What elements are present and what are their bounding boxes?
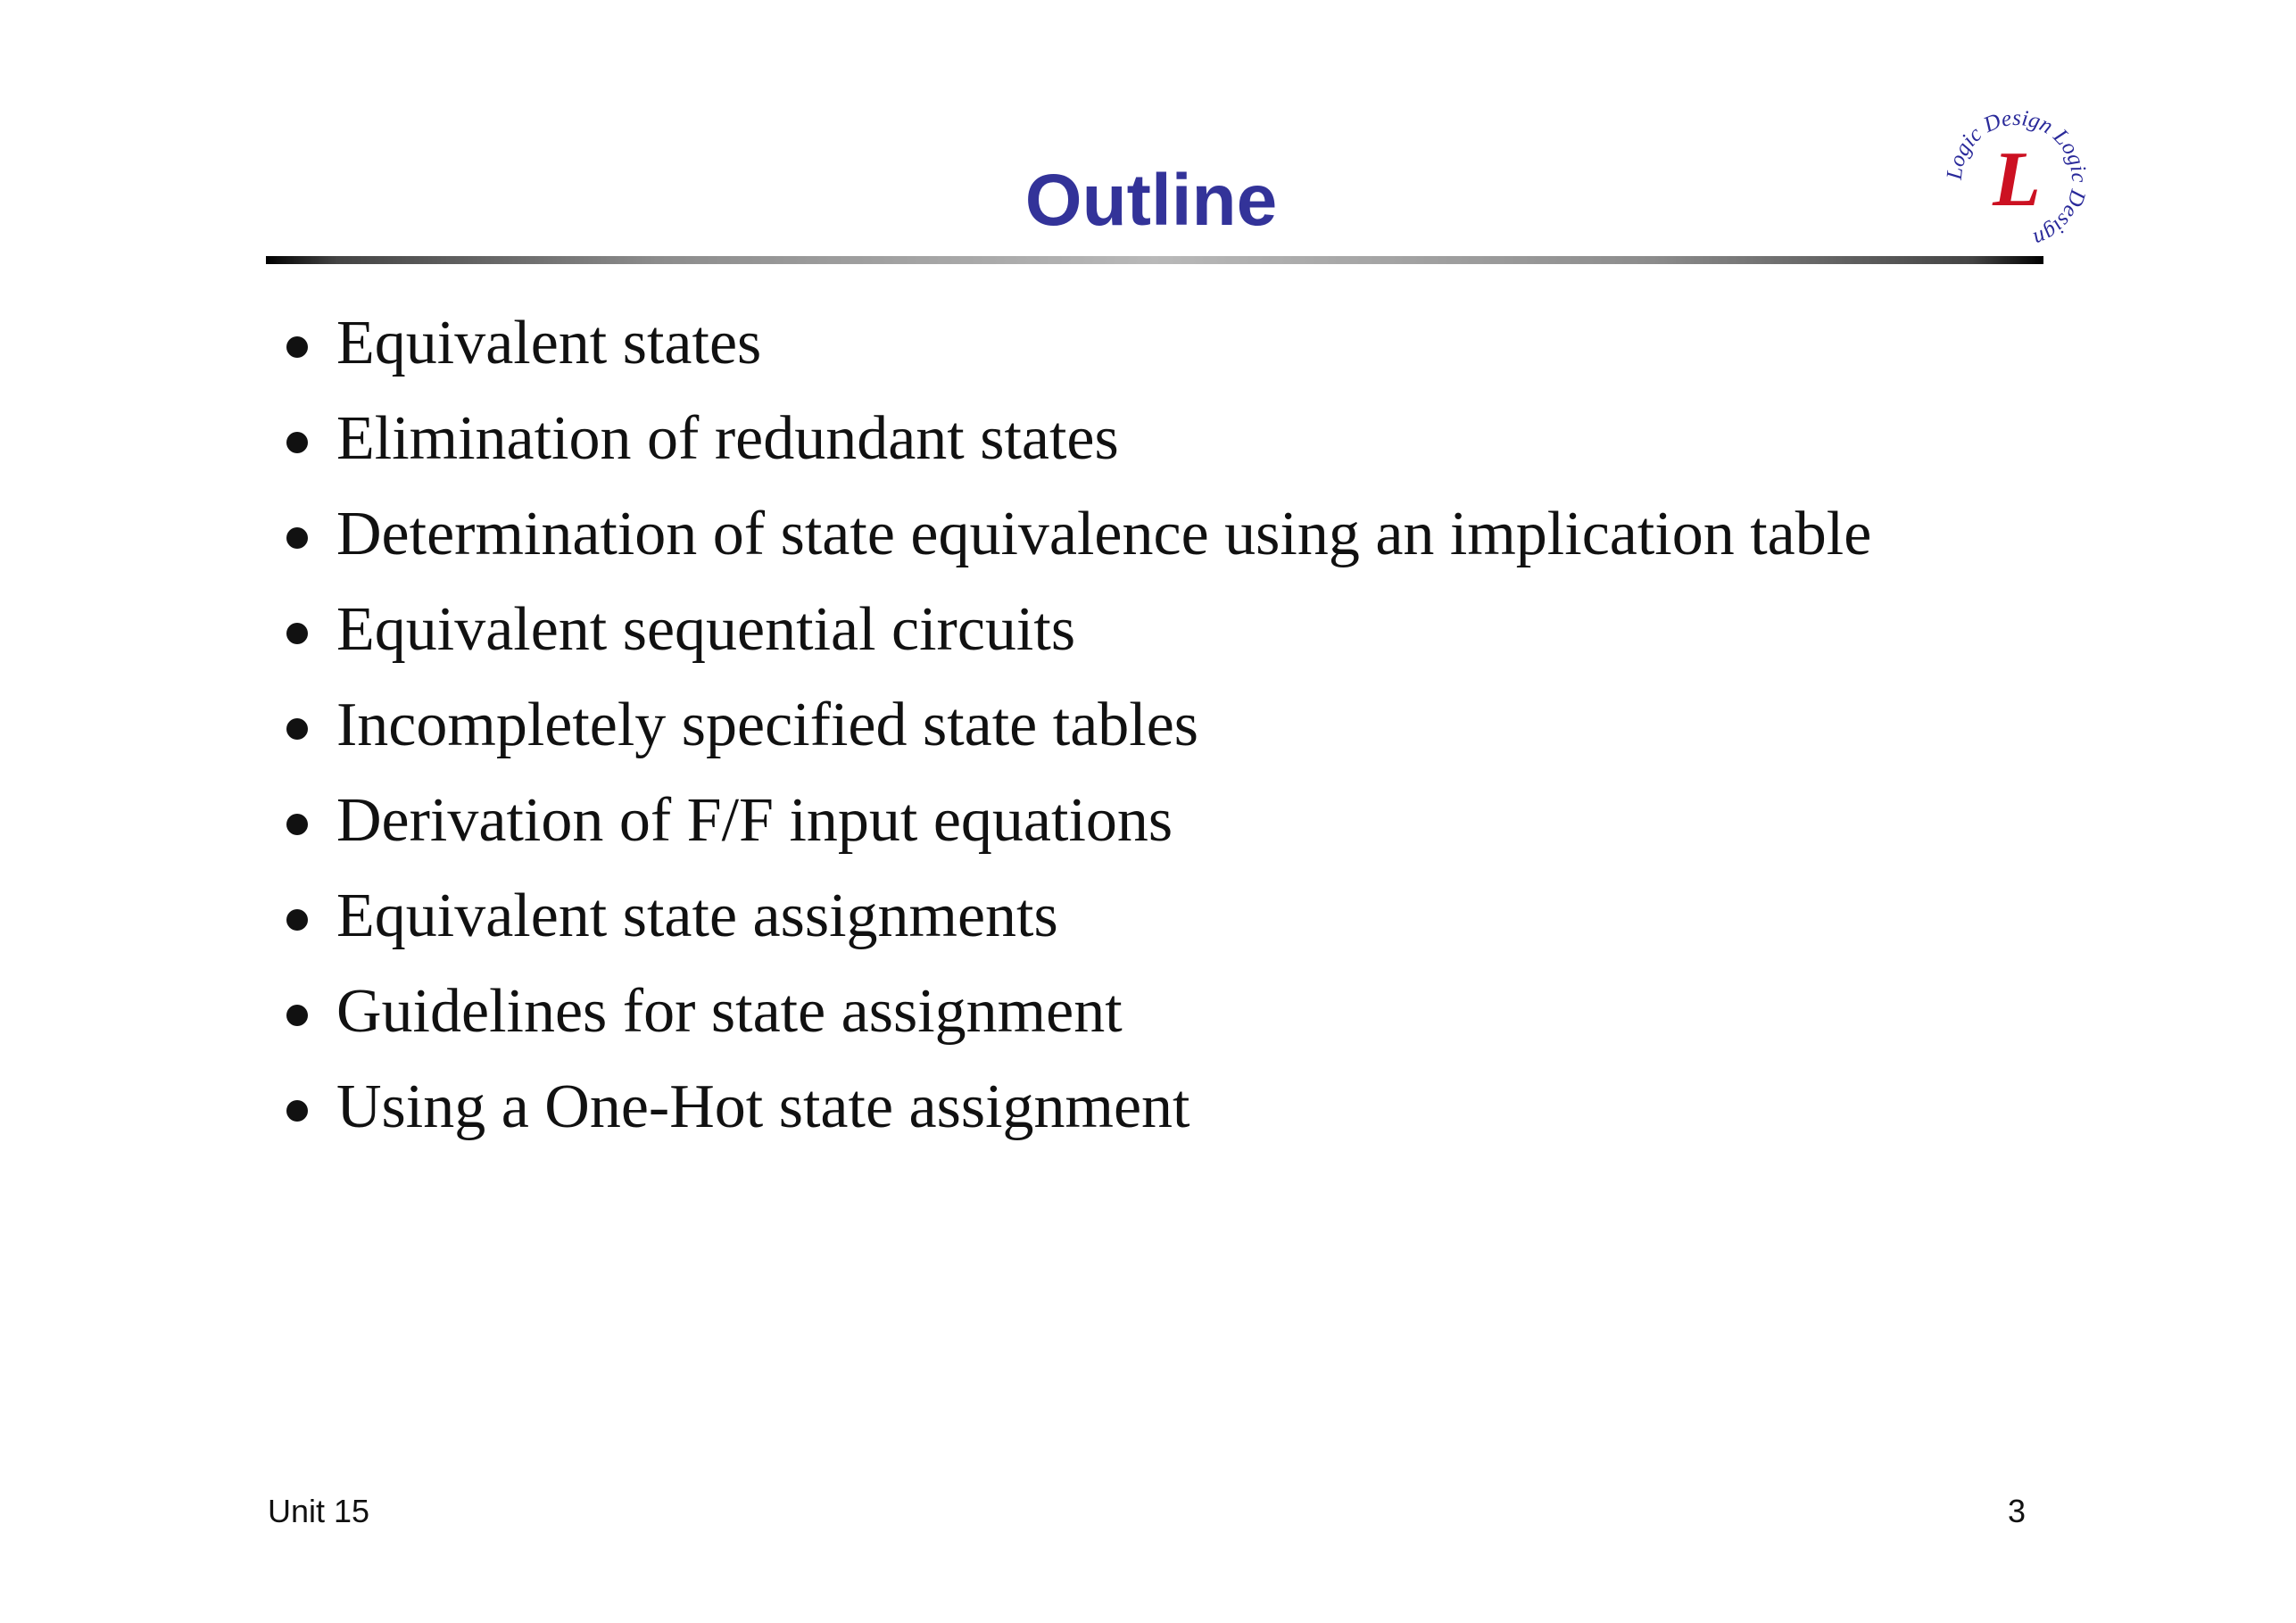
bullet-icon xyxy=(286,909,308,931)
list-item xyxy=(281,872,1871,967)
list-item-text: Guidelines for state assignment xyxy=(336,977,1123,1046)
bullet-icon xyxy=(286,1100,308,1122)
list-item-text: Elimination of redundant states xyxy=(336,404,1119,473)
list-item xyxy=(281,776,1871,872)
list-item-text: Equivalent states xyxy=(336,309,762,377)
list-item xyxy=(281,585,1871,681)
bullet-icon xyxy=(286,336,308,358)
list-item xyxy=(281,681,1871,776)
bullet-icon xyxy=(286,1005,308,1026)
list-item-text: Incompletely specified state tables xyxy=(336,691,1199,759)
list-item xyxy=(281,1063,1871,1158)
footer-unit-label: Unit 15 xyxy=(268,1493,370,1529)
list-item-text: Equivalent state assignments xyxy=(336,882,1058,950)
list-item-text: Equivalent sequential circuits xyxy=(336,595,1076,664)
footer-page-number: 3 xyxy=(2007,1493,2026,1529)
bullet-icon xyxy=(286,527,308,549)
bullet-icon xyxy=(286,432,308,453)
bullet-icon xyxy=(286,718,308,740)
bullet-icon xyxy=(286,623,308,644)
list-item xyxy=(281,299,1871,394)
list-item xyxy=(281,394,1871,490)
list-item-text: Using a One-Hot state assignment xyxy=(336,1072,1190,1141)
list-item xyxy=(281,490,1871,585)
logo-monogram: L xyxy=(1993,137,2041,223)
slide-title: Outline xyxy=(1024,160,1278,241)
bullet-icon xyxy=(286,814,308,835)
logic-design-logo-icon xyxy=(1936,107,2097,254)
outline-list xyxy=(281,299,1871,1158)
list-item-text: Derivation of F/F input equations xyxy=(336,786,1173,855)
list-item-text: Determination of state equivalence using an implication table xyxy=(336,500,1872,568)
title-divider xyxy=(266,256,2043,264)
list-item xyxy=(281,967,1871,1063)
logo-ring-text: Logic Design Logic Design xyxy=(1942,107,2092,252)
